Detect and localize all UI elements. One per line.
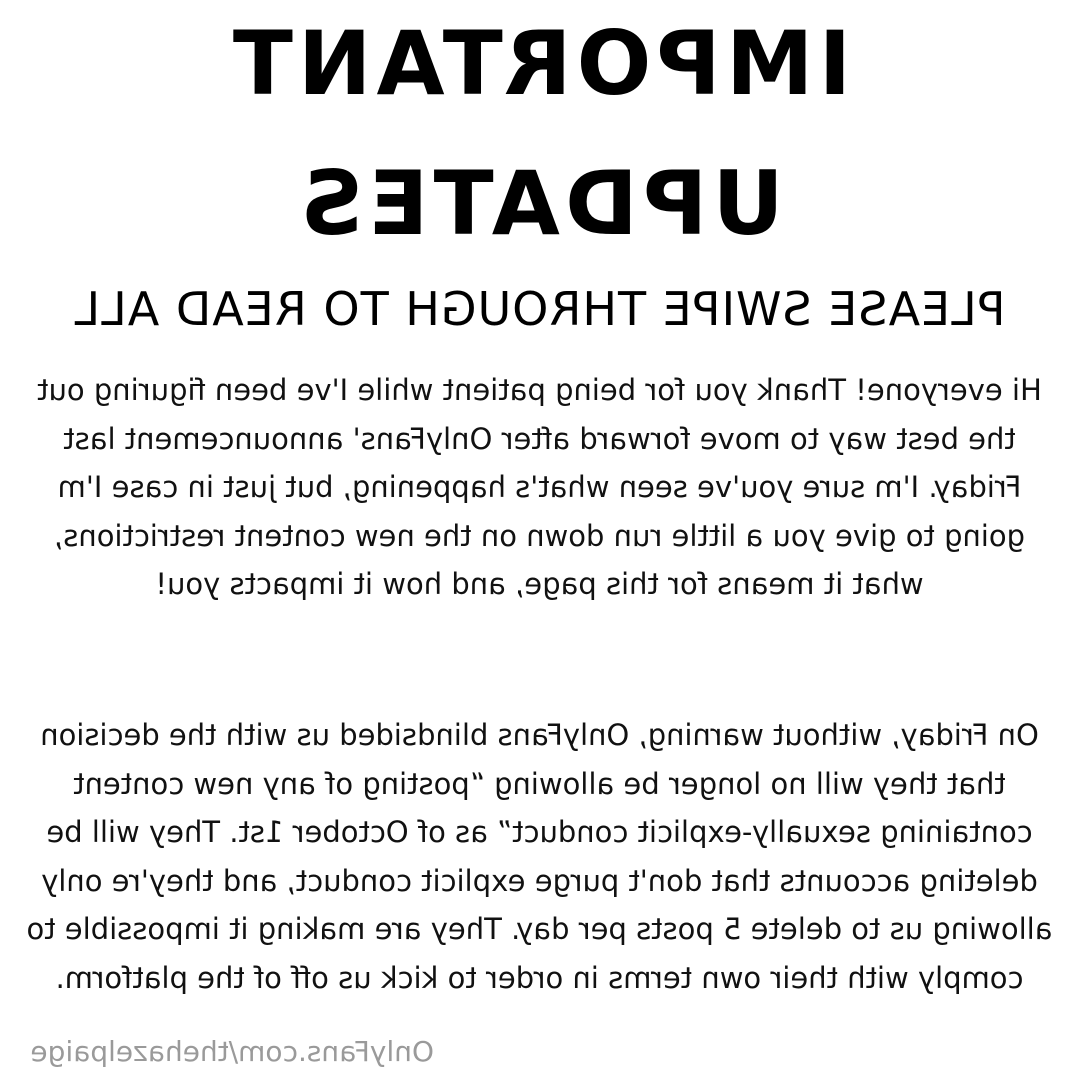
subtitle: PLEASE SWIPE THROUGH TO READ ALL: [73, 282, 1006, 336]
watermark: OnlyFans.com/thehazelpaige: [30, 1035, 434, 1068]
title-line-2: UPDATES: [295, 152, 784, 255]
title-line-1: IMPORTANT: [227, 12, 852, 115]
body-paragraph-1: Hi everyone! Thank you for being patient while I've been figuring out the best way to move forward after OnlyFans' announcement last Friday. I'm sure you've seen what's happening, but just in case I'm going to give you a little run down on the new content restrictions, what it means for this page, and how it impacts you!: [37, 373, 1042, 601]
body-paragraph-2: On Friday, without warning, OnlyFans blindsided us with the decision that they will no longer be allowing “posting of any new content containing sexually-explicit conduct” as of October 1st. They will be deleting accounts that don't purge explicit conduct, and they're only allowing us to delete 5 posts per day. They are making it impossible to comply with their own terms in order to kick us off of the platform.: [26, 718, 1053, 995]
